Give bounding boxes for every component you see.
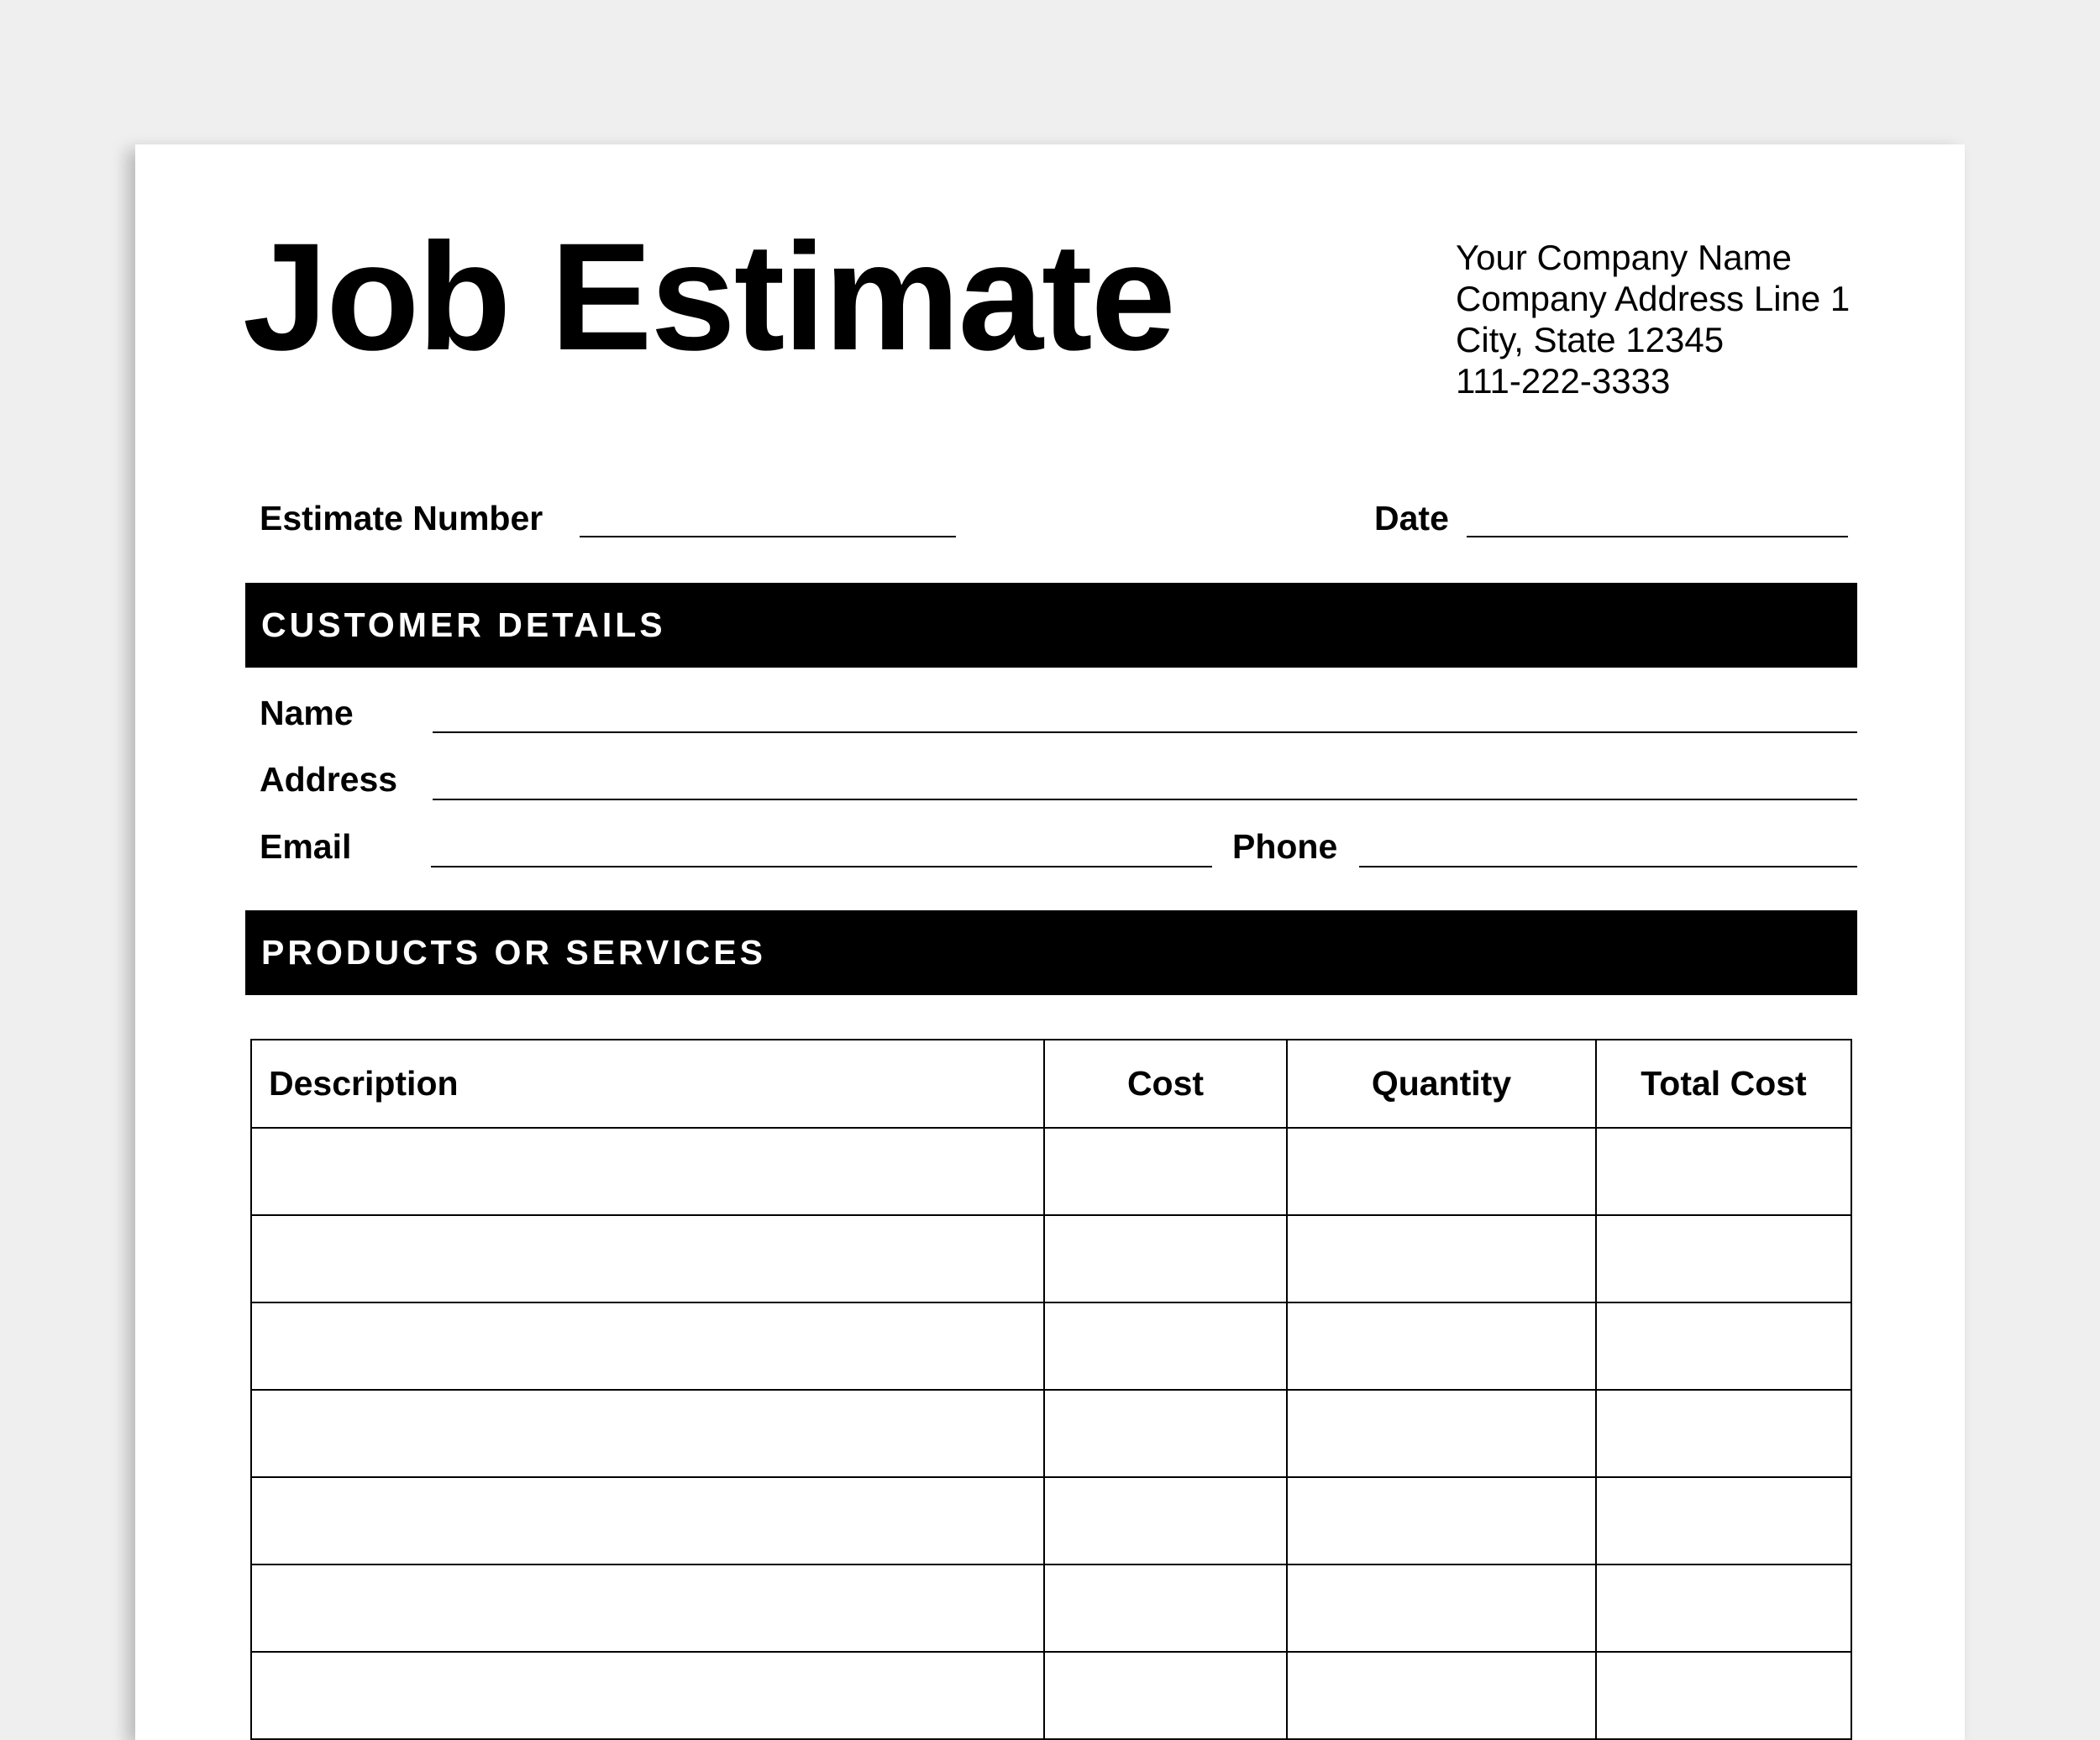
cost-cell[interactable] bbox=[1044, 1477, 1287, 1564]
quantity-cell[interactable] bbox=[1287, 1564, 1596, 1652]
date-field[interactable] bbox=[1467, 536, 1848, 537]
column-header-cost: Cost bbox=[1044, 1040, 1287, 1128]
description-cell[interactable] bbox=[251, 1564, 1044, 1652]
total-cost-cell[interactable] bbox=[1596, 1215, 1851, 1302]
description-cell[interactable] bbox=[251, 1128, 1044, 1215]
name-label: Name bbox=[260, 694, 354, 732]
cost-cell[interactable] bbox=[1044, 1215, 1287, 1302]
company-phone: 111-222-3333 bbox=[1456, 361, 1671, 401]
quantity-cell[interactable] bbox=[1287, 1652, 1596, 1739]
total-cost-cell[interactable] bbox=[1596, 1477, 1851, 1564]
phone-field[interactable] bbox=[1359, 866, 1857, 867]
customer-details-title: CUSTOMER DETAILS bbox=[261, 605, 666, 644]
table-row bbox=[251, 1564, 1851, 1652]
company-info bbox=[1456, 237, 1850, 401]
total-cost-cell[interactable] bbox=[1596, 1302, 1851, 1390]
description-cell[interactable] bbox=[251, 1477, 1044, 1564]
company-name: Your Company Name bbox=[1456, 238, 1792, 277]
table-row bbox=[251, 1128, 1851, 1215]
products-table bbox=[250, 1039, 1852, 1740]
column-header-total-cost: Total Cost bbox=[1596, 1040, 1851, 1128]
table-row bbox=[251, 1215, 1851, 1302]
name-field[interactable] bbox=[433, 731, 1857, 733]
table-row bbox=[251, 1302, 1851, 1390]
address-label: Address bbox=[260, 760, 398, 799]
column-header-quantity: Quantity bbox=[1287, 1040, 1596, 1128]
description-cell[interactable] bbox=[251, 1390, 1044, 1477]
customer-details-header bbox=[245, 583, 1857, 668]
column-header-description: Description bbox=[251, 1040, 1044, 1128]
total-cost-cell[interactable] bbox=[1596, 1390, 1851, 1477]
address-field[interactable] bbox=[433, 799, 1857, 800]
estimate-number-field[interactable] bbox=[580, 536, 956, 537]
description-cell[interactable] bbox=[251, 1302, 1044, 1390]
products-services-header bbox=[245, 910, 1857, 995]
quantity-cell[interactable] bbox=[1287, 1128, 1596, 1215]
description-cell[interactable] bbox=[251, 1215, 1044, 1302]
quantity-cell[interactable] bbox=[1287, 1390, 1596, 1477]
table-row bbox=[251, 1652, 1851, 1739]
cost-cell[interactable] bbox=[1044, 1302, 1287, 1390]
description-cell[interactable] bbox=[251, 1652, 1044, 1739]
phone-label: Phone bbox=[1232, 827, 1338, 866]
quantity-cell[interactable] bbox=[1287, 1215, 1596, 1302]
email-field[interactable] bbox=[431, 866, 1212, 867]
date-label: Date bbox=[1374, 499, 1449, 537]
company-city: City, State 12345 bbox=[1456, 320, 1725, 359]
cost-cell[interactable] bbox=[1044, 1652, 1287, 1739]
estimate-page bbox=[135, 144, 1965, 1740]
company-address: Company Address Line 1 bbox=[1456, 279, 1851, 318]
total-cost-cell[interactable] bbox=[1596, 1128, 1851, 1215]
quantity-cell[interactable] bbox=[1287, 1302, 1596, 1390]
table-row bbox=[251, 1390, 1851, 1477]
email-label: Email bbox=[260, 827, 352, 866]
cost-cell[interactable] bbox=[1044, 1564, 1287, 1652]
page-title: Job Estimate bbox=[243, 211, 1174, 382]
cost-cell[interactable] bbox=[1044, 1128, 1287, 1215]
table-header-row bbox=[251, 1040, 1851, 1128]
cost-cell[interactable] bbox=[1044, 1390, 1287, 1477]
table-row bbox=[251, 1477, 1851, 1564]
products-services-title: PRODUCTS OR SERVICES bbox=[261, 933, 766, 972]
total-cost-cell[interactable] bbox=[1596, 1652, 1851, 1739]
total-cost-cell[interactable] bbox=[1596, 1564, 1851, 1652]
estimate-number-label: Estimate Number bbox=[260, 499, 543, 537]
quantity-cell[interactable] bbox=[1287, 1477, 1596, 1564]
